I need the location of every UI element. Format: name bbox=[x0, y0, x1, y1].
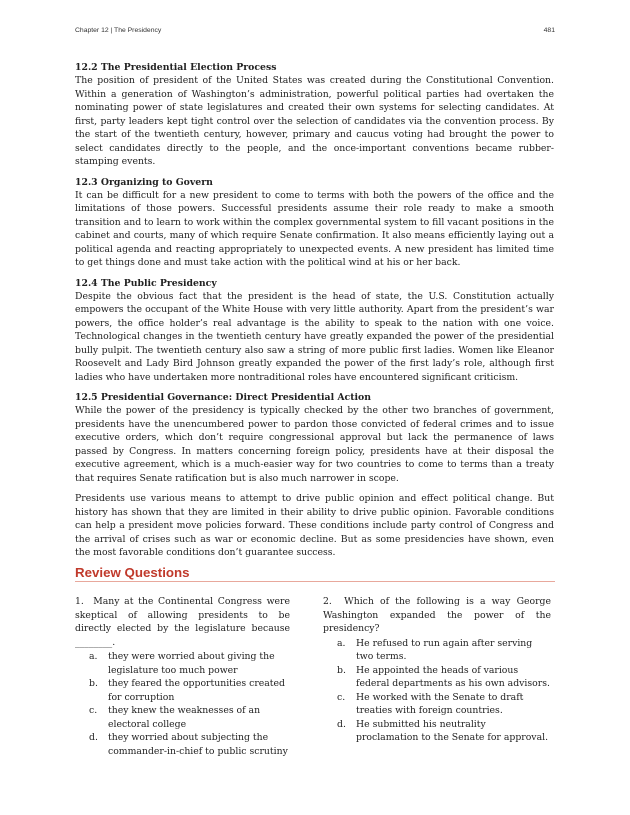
option-text: He refused to run again after serving two terms. bbox=[356, 637, 533, 662]
option-text: they feared the opportunities created for corruption bbox=[108, 678, 285, 703]
option-letter: b. bbox=[89, 678, 98, 689]
review-question-1 bbox=[75, 595, 290, 758]
question-number: 2. bbox=[323, 596, 332, 607]
question-text: Which of the following is a way George Washington expanded the power of the presidency? bbox=[323, 596, 551, 634]
section-12-3 bbox=[75, 176, 554, 270]
option-letter: d. bbox=[337, 718, 346, 730]
section-12-2 bbox=[75, 61, 554, 169]
answer-option[interactable] bbox=[75, 731, 290, 758]
option-letter: a. bbox=[89, 651, 98, 662]
option-text: He submitted his neutrality proclamation to the Senate for approval. bbox=[356, 718, 549, 743]
question-stem bbox=[323, 595, 551, 636]
answer-option[interactable] bbox=[75, 704, 290, 731]
section-heading: 12.4 The Public Presidency bbox=[75, 277, 217, 289]
option-letter: a. bbox=[337, 637, 346, 649]
section-paragraph: Presidents use various means to attempt to drive public opinion and effect political change. But history has shown that they are limited in their ability to drive public opinion. Favorable conditions can help a president move policies forward. These conditions include party control of Congress and the arrival of crises such as war or economic decline. But as some presidencies have shown, even the most favorable conditions don’t guarantee success. bbox=[75, 493, 554, 558]
question-stem bbox=[75, 595, 290, 649]
option-text: He worked with the Senate to draft treaties with foreign countries. bbox=[356, 691, 524, 716]
answer-option[interactable] bbox=[323, 691, 551, 718]
option-text: they worried about subjecting the commander-in-chief to public scrutiny bbox=[108, 732, 288, 757]
answer-option[interactable] bbox=[323, 637, 551, 664]
section-paragraph: The position of president of the United States was created during the Constitutional Convention. Within a generation of Washington’s administration, powerful political parties had overtaken the nominating power of state legislatures and created their own systems for selecting candidates. At first, party leaders kept tight control over the selection of candidates via the convention process. By the start of the twentieth century, however, primary and caucus voting had brought the power to select candidates directly to the people, and the once-important conventions became rubber-stamping events. bbox=[75, 75, 554, 167]
option-letter: c. bbox=[337, 691, 346, 703]
section-heading: 12.2 The Presidential Election Process bbox=[75, 62, 277, 73]
section-12-5 bbox=[75, 391, 554, 560]
option-letter: b. bbox=[337, 664, 346, 676]
option-text: He appointed the heads of various federal departments as his own advisors. bbox=[356, 664, 550, 689]
question-number: 1. bbox=[75, 596, 84, 607]
option-text: they knew the weaknesses of an electoral college bbox=[108, 705, 261, 730]
answer-option[interactable] bbox=[323, 664, 551, 691]
review-questions-heading: Review Questions bbox=[75, 565, 555, 582]
option-text: they were worried about giving the legislature too much power bbox=[108, 651, 275, 676]
question-text: Many at the Continental Congress were skeptical of allowing presidents to be directly elected by the legislature because ________. bbox=[75, 596, 290, 648]
page-header bbox=[75, 27, 555, 39]
answer-option[interactable] bbox=[75, 677, 290, 704]
option-letter: c. bbox=[89, 705, 98, 716]
review-question-2 bbox=[323, 595, 551, 745]
section-heading: 12.5 Presidential Governance: Direct Presidential Action bbox=[75, 392, 372, 403]
answer-option[interactable] bbox=[75, 650, 290, 677]
chapter-title: Chapter 12 | The Presidency bbox=[75, 27, 162, 34]
summary-content bbox=[75, 61, 554, 567]
option-letter: d. bbox=[89, 732, 98, 743]
section-paragraph: While the power of the presidency is typically checked by the other two branches of government, presidents have the unencumbered power to pardon those convicted of federal crimes and to issue executive orders, which don’t require congressional approval but lack the permanence of laws passed by Congress. In matters concerning foreign policy, presidents have at their disposal the executive agreement, which is a much-easier way for two countries to come to terms than a treaty that requires Senate ratification but is also much narrower in scope. bbox=[75, 405, 554, 484]
page-number: 481 bbox=[543, 27, 555, 34]
section-paragraph: Despite the obvious fact that the president is the head of state, the U.S. Constitution actually empowers the occupant of the White House with very little authority. Apart from the president’s war powers, the office holder’s real advantage is the ability to speak to the nation with one voice. Technological changes in the twentieth century have greatly expanded the power of the presidential bully pulpit. The twentieth century also saw a string of more public first ladies. Women like Eleanor Roosevelt and Lady Bird Johnson greatly expanded the power of the first lady’s role, although first ladies who have undertaken more nontraditional roles have encountered significant criticism. bbox=[75, 290, 554, 383]
answer-option[interactable] bbox=[323, 718, 551, 745]
section-paragraph: It can be difficult for a new president to come to terms with both the powers of the office and the limitations of those powers. Successful presidents assume their role ready to make a smooth transition and to learn to work within the complex governmental system to fill vacant positions in the cabinet and courts, many of which require Senate confirmation. It also means efficiently laying out a political agenda and reacting appropriately to unexpected events. A new president has limited time to get things done and must take action with the political wind at his or her back. bbox=[75, 189, 554, 268]
section-heading: 12.3 Organizing to Govern bbox=[75, 176, 213, 188]
answer-options bbox=[323, 637, 551, 745]
answer-options bbox=[75, 650, 290, 758]
section-12-4 bbox=[75, 277, 554, 385]
